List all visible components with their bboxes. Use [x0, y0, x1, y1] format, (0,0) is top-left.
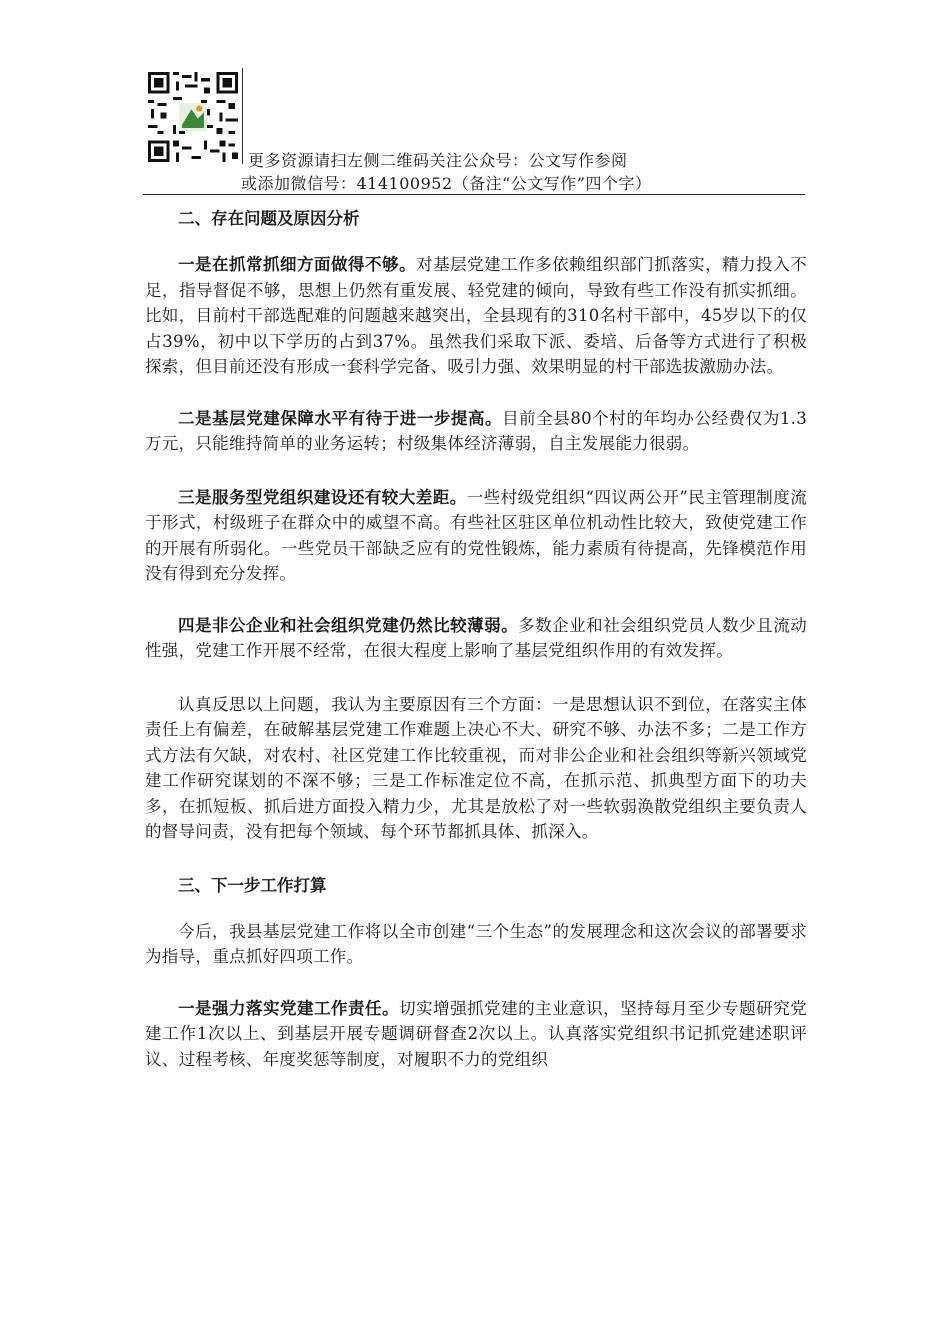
paragraph-lead: 一是在抓常抓细方面做得不够。 [178, 255, 417, 274]
paragraph-lead: 一是强力落实党建工作责任。 [178, 998, 400, 1018]
paragraph-text: 多数企业和社会组织党员人数少且流动性强，党建工作开展不经常，在很大程度上影响了基层党组织作用的有效发挥。 [145, 615, 807, 660]
paragraph-next-1 [145, 996, 807, 1073]
section-heading-problems: 二、存在问题及原因分析 [178, 209, 360, 228]
paragraph-lead: 三是服务型党组织建设还有较大差距。 [178, 487, 467, 507]
section-heading-next-steps: 三、下一步工作打算 [178, 875, 327, 895]
paragraph-problem-2 [145, 406, 807, 457]
header-rule [143, 194, 805, 195]
document-body [145, 200, 807, 1072]
paragraph-lead: 四是非公企业和社会组织党建仍然比较薄弱。 [178, 615, 519, 635]
qr-code-icon [148, 72, 238, 162]
paragraph-next-intro: 今后，我县基层党建工作将以全市创建“三个生态”的发展理念和这次会议的部署要求为指导，重点抓好四项工作。 [145, 921, 807, 966]
header-promo-line-1: 更多资源请扫左侧二维码关注公众号：公文写作参阅 [248, 151, 628, 170]
header-divider [242, 68, 243, 164]
header-promo-line-2: 或添加微信号：414100952（备注“公文写作”四个字） [241, 174, 652, 193]
paragraph-text: 一些村级党组织“四议两公开”民主管理制度流于形式，村级班子在群众中的威望不高。有些社区驻区单位机动性比较大，致使党建工作的开展有所弱化。一些党员干部缺乏应有的党性锻炼，能力素质有待提高，先锋模范作用没有得到充分发挥。 [145, 487, 807, 583]
paragraph-root-causes: 认真反思以上问题，我认为主要原因有三个方面：一是思想认识不到位，在落实主体责任上有偏差，在破解基层党建工作难题上决心不大、研究不够、办法不多；二是工作方式方法有欠缺，对农村、社区党建工作比较重视，而对非公企业和社会组织等新兴领域党建工作研究谋划的不深不够；三是工作标准定位不高，在抓示范、抓典型方面下的功夫多，在抓短板、抓后进方面投入精力少，尤其是放松了对一些软弱涣散党组织主要负责人的督导问责，没有把每个领域、每个环节都抓具体、抓深入。 [145, 694, 807, 841]
paragraph-text: 切实增强抓党建的主业意识，坚持每月至少专题研究党建工作1次以上、到基层开展专题调研督查2次以上。认真落实党组织书记抓党建述职评议、过程考核、年度奖惩等制度，对履职不力的党组织 [145, 998, 807, 1069]
paragraph-problem-4 [145, 613, 807, 664]
paragraph-lead: 二是基层党建保障水平有待于进一步提高。 [178, 408, 503, 428]
paragraph-problem-3 [145, 485, 807, 587]
paragraph-text: 对基层党建工作多依赖组织部门抓落实，精力投入不足，指导督促不够，思想上仍然有重发展、轻党建的倾向，导致有些工作没有抓实抓细。比如，目前村干部选配难的问题越来越突出，全县现有的310名村干部中，45岁以下的仅占39%，初中以下学历的占到37%。虽然我们采取下派、委培、后备等方式进行了积极探索，但目前还没有形成一套科学完备、吸引力强、效果明显的村干部选拔激励办法。 [145, 255, 807, 376]
document-header [0, 0, 950, 200]
paragraph-text: 目前全县80个村的年均办公经费仅为1.3万元，只能维持简单的业务运转；村级集体经济薄弱，自主发展能力很弱。 [145, 408, 807, 453]
paragraph-problem-1 [145, 252, 807, 380]
